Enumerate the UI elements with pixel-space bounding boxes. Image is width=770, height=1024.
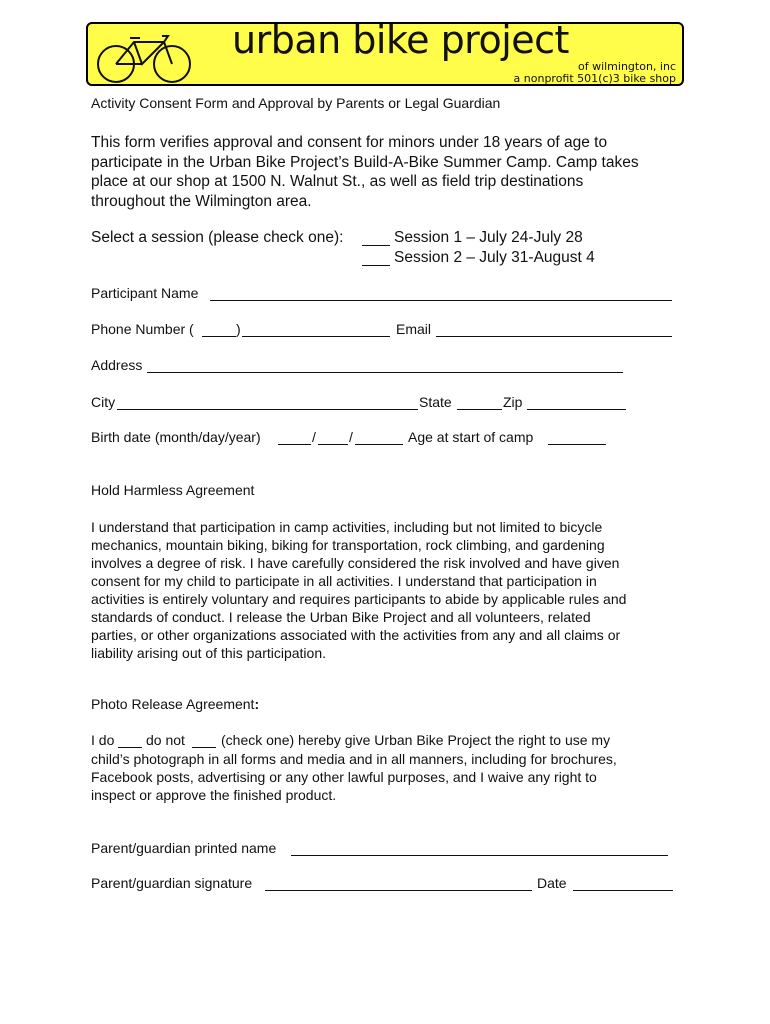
guardian-printed-name-label: Parent/guardian printed name xyxy=(91,840,277,856)
birth-day-field[interactable] xyxy=(318,444,348,445)
state-field[interactable] xyxy=(457,409,502,410)
address-label: Address xyxy=(91,357,143,373)
header-banner xyxy=(86,18,684,86)
photo-do-not-label: do not xyxy=(146,732,185,748)
email-field[interactable] xyxy=(436,336,672,337)
intro-line: This form verifies approval and consent for minors under 18 years of age to xyxy=(91,134,608,151)
session1-label: Session 1 – July 24-July 28 xyxy=(394,229,583,246)
intro-line: throughout the Wilmington area. xyxy=(91,192,312,210)
hold-harmless-line: liability arising out of this participation. xyxy=(91,645,327,661)
birth-month-field[interactable] xyxy=(278,444,311,445)
photo-release-line: Facebook posts, advertising or any other lawful purposes, and I waive any right to xyxy=(91,769,597,785)
bicycle-icon xyxy=(94,28,194,86)
hold-harmless-line: mechanics, mountain biking, biking for transportation, rock climbing, and gardening xyxy=(91,537,605,553)
date-slash: / xyxy=(349,429,353,445)
address-field[interactable] xyxy=(147,372,623,373)
intro-line: place at our shop at 1500 N. Walnut St., as well as field trip destinations xyxy=(91,173,584,190)
date-label: Date xyxy=(537,875,567,891)
participant-name-field[interactable] xyxy=(210,300,672,301)
city-field[interactable] xyxy=(117,409,418,410)
phone-area-code-field[interactable] xyxy=(202,336,236,337)
brand-subtitle-2: a nonprofit 501(c)3 bike shop xyxy=(513,72,676,85)
zip-label: Zip xyxy=(503,394,523,410)
hold-harmless-paragraph xyxy=(91,518,691,662)
participant-name-label: Participant Name xyxy=(91,285,199,301)
session-prompt: Select a session (please check one): xyxy=(91,229,344,246)
phone-number-field[interactable] xyxy=(242,336,390,337)
photo-i-do-label: I do xyxy=(91,732,115,748)
guardian-printed-name-field[interactable] xyxy=(291,855,668,856)
guardian-signature-label: Parent/guardian signature xyxy=(91,875,253,891)
hold-harmless-line: consent for my child to participate in all activities. I understand that participation in xyxy=(91,573,597,589)
photo-release-line: inspect or approve the finished product. xyxy=(91,787,337,803)
email-label: Email xyxy=(396,321,432,337)
age-field[interactable] xyxy=(548,444,606,445)
birth-date-label: Birth date (month/day/year) xyxy=(91,429,261,445)
intro-line: participate in the Urban Bike Project’s Build-A-Bike Summer Camp. Camp takes xyxy=(91,153,639,171)
hold-harmless-line: parties, or other organizations associated with the activities from any and all claims or xyxy=(91,627,621,643)
photo-release-paragraph xyxy=(91,750,691,804)
city-label: City xyxy=(91,394,116,410)
guardian-signature-field[interactable] xyxy=(265,890,532,891)
phone-paren: ) xyxy=(236,321,241,337)
photo-do-checkbox[interactable] xyxy=(118,747,142,748)
age-label: Age at start of camp xyxy=(408,429,534,445)
date-slash: / xyxy=(312,429,316,445)
hold-harmless-line: activities is entirely voluntary and requires participants to abide by applicable rules and xyxy=(91,591,627,607)
photo-release-heading-colon: : xyxy=(254,696,260,712)
photo-release-line: (check one) hereby give Urban Bike Project the right to use my xyxy=(221,732,611,748)
photo-release-line: child’s photograph in all forms and media and in all manners, including for brochures, xyxy=(91,751,617,767)
photo-release-heading-text: Photo Release Agreement xyxy=(91,696,255,712)
photo-do-not-checkbox[interactable] xyxy=(192,747,216,748)
session2-label: Session 2 – July 31-August 4 xyxy=(394,249,595,266)
hold-harmless-line: I understand that participation in camp activities, including but not limited to bicycle xyxy=(91,519,603,535)
hold-harmless-line: involves a degree of risk. I have carefully considered the risk involved and have given xyxy=(91,555,620,571)
birth-year-field[interactable] xyxy=(355,444,403,445)
date-field[interactable] xyxy=(573,890,673,891)
hold-harmless-line: standards of conduct. I release the Urban Bike Project and all volunteers, related xyxy=(91,609,591,625)
session1-checkbox[interactable] xyxy=(362,245,390,246)
zip-field[interactable] xyxy=(527,409,626,410)
photo-release-heading xyxy=(91,696,259,712)
intro-paragraph xyxy=(91,133,691,211)
session2-checkbox[interactable] xyxy=(362,265,390,266)
brand-subtitle-1: of wilmington, inc xyxy=(577,60,676,73)
form-title: Activity Consent Form and Approval by Parents or Legal Guardian xyxy=(91,95,501,111)
hold-harmless-heading: Hold Harmless Agreement xyxy=(91,482,255,498)
phone-label: Phone Number ( xyxy=(91,321,194,337)
brand-name: urban bike project xyxy=(232,18,569,62)
state-label: State xyxy=(419,394,452,410)
